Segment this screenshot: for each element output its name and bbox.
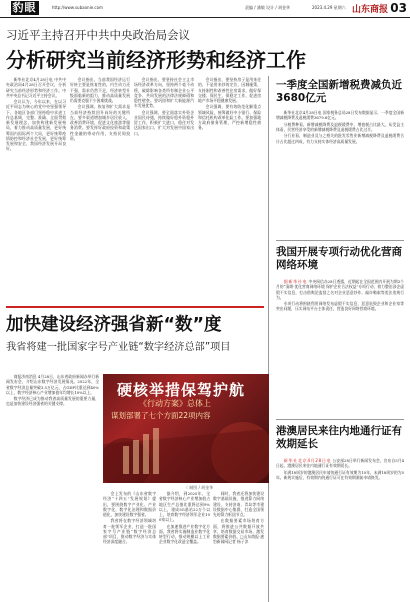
infographic-subtitle-2: 谋划部署了七个方面22项内容: [111, 411, 211, 420]
sidebar-divider: [276, 240, 404, 241]
paragraph: 会议强调，要全面落实外资企业国民待遇，持续做好稳外资稳外贸工作，积极扩大进口，稳住对发达国家出口，扩大对发展中国家出口。: [134, 109, 194, 136]
paragraph: 在数据要素市场培育方面，将推进公共数据开放共享，培育数据交易市场，激发数据要素价值。□山东商报·速豹新闻网记者 杨子淳: [213, 518, 264, 545]
sidebar-1-headline: 一季度全国新增税费减负近3680亿元: [276, 79, 402, 104]
paragraph: 新华社北京4月28日电 中共中央政治局4月28日召开会议，分析研究当前经济形势和经济工作。中共中央总书记习近平主持会议。: [6, 77, 66, 98]
sidebar-1-body: [276, 110, 404, 236]
paragraph: 新华社北京4月28日电 国家税务总局28日发布数据显示，一季度全国新增减税降费及退税缓费3679.6亿元。: [276, 110, 404, 121]
issue-date: 2023.4.29 星期六: [312, 5, 346, 10]
paragraph: [276, 279, 404, 300]
second-subhead: 我省将建一批国家字号产业链“数字经济总部”项目: [6, 342, 231, 353]
sidebar-2-headline: 我国开展专项行动优化营商网络环境: [276, 246, 402, 271]
paragraph: 数字经济已成为推动我省高质量发展的重要力量，也是加快建设经济强省的关键支撑。: [6, 396, 99, 407]
paragraph: [276, 458, 404, 469]
page-number: 03: [390, 1, 407, 15]
second-column-3: [159, 491, 210, 602]
paragraph-text: 公安部28日举行新闻发布会，宣布自5月4日起，港澳居民来往内地通行证有效期延长。: [276, 458, 404, 469]
paragraph: 在加速推进产业数字化方面，我省将实施制造业数字化转型行动，推动规模以上工业企业数字化改造全覆盖。: [159, 523, 210, 545]
paragraph: 会议认为，今年以来，在以习近平同志为核心的党中央坚强领导下，各地区各部门坚持稳中求进工作总基调，完整、准确、全面贯彻新发展理念，加快构建新发展格局，着力推动高质量发展，更好统筹国内国际两个大局，更好统筹疫情防控和经济社会发展，更好统筹发展和安全，我国经济发展开局良好。: [6, 99, 66, 152]
paragraph-text: 中央网信办28日透露，近期起在全国范围内开展为期3个月的“清朗·优化营商网络环境 保护企业合法权益”专项行动，着力整治涉企虚假不实信息，打击借舆论监督之名对企业恶意炒作、敲诈勒索等违法违规行为。: [276, 279, 404, 300]
paragraph: 专项行动将围绕利用网络发布虚假不实信息、恶意诋毁企业和企业家等突出问题，压实网站平台主体责任，营造良好网络营商环境。: [276, 301, 404, 312]
sidebar-3-body: [276, 458, 404, 598]
main-column-4: [198, 77, 261, 301]
main-column-1: [6, 77, 66, 301]
section-name: 豹眼: [12, 1, 37, 14]
section-logo: [2, 1, 48, 15]
main-headline: 分析研究当前经济形势和经济工作: [6, 48, 306, 72]
paragraph: 会议指出，当前我国经济运行好转主要是恢复性的，内生动力还不强，需求仍然不足，经济转型升级面临新的阻力，推动高质量发展仍需要克服不少困难挑战。: [70, 77, 130, 103]
website-url: http://www.subaonie.com: [52, 5, 103, 10]
second-column-4: [213, 491, 264, 602]
infographic-title: 硬核举措保驾护航: [117, 381, 246, 399]
paragraph: 会上发布的《山东省数字经济“十四五”发展规划》提出，要围绕数字产业化、产业数字化、数字化治理和数据价值化，加快建设数字强省。: [103, 491, 156, 517]
sidebar-3-headline: 港澳居民来往内地通行证有效期延长: [276, 425, 402, 450]
paragraph: 会议强调，要有效防范化解重点领域风险，统筹做好中小银行、保险和信托机构改革化险工作。要加强地方政府债务管理，严控新增隐性债务。: [198, 104, 261, 131]
infographic-image: [103, 374, 269, 483]
paragraph: 分税费种看，新增减税降费及退税缓费中，增值税占比最大。从受益主体看，民营经济享受的新增减税降费及退税缓费占比过半。: [276, 121, 404, 132]
main-column-3: [134, 77, 194, 301]
sidebar-2-body: [276, 279, 404, 415]
second-column-2: [103, 491, 156, 602]
second-headline: 加快建设经济强省新“数”度: [6, 315, 222, 335]
paragraph: 会议强调，恢复和扩大需求是当前经济持续回升向好的关键所在。要多渠道增加城乡居民收入，改善消费环境，促进文化旅游等服务消费。要发挥好政府投资和政策性金融的带动作用，支持民间投资。: [70, 104, 130, 141]
paragraph: 据介绍，到2025年，全省数字经济核心产业增加值占地区生产总值比重将达到9%以上，建成5G基站22万个以上，培育数字经济领军企业100家以上。: [159, 491, 210, 523]
dateline: 新华社北京4月28日电: [283, 458, 332, 463]
main-column-2: [70, 77, 130, 301]
paragraph: 我省将在数字经济领域培育一批领军企业，打造一批国家字号产业链“数字经济总部”项目，推动数字经济与实体经济深度融合。: [103, 518, 156, 545]
infographic-subtitle: 《行动方案》总体上: [139, 399, 211, 408]
paragraph: 会议指出，要坚持社会主义市场经济改革方向，坚持两个毫不动摇，破除影响各类所有制企业公平竞争、共同发展的法律法规障碍和隐性壁垒。要巩固和扩大新能源汽车发展优势。: [134, 77, 194, 109]
main-kicker: 习近平主持召开中共中央政治局会议: [6, 28, 190, 42]
paragraph: 会议指出，要坚持房子是用来住的、不是用来炒的定位，因城施策，支持刚性和改善性住房需求，做好保交楼、保民生、保稳定工作，促进房地产市场平稳健康发展。: [198, 77, 261, 103]
second-column-1: [6, 374, 99, 602]
masthead: [0, 0, 410, 18]
photo-caption: （ 制图 / 胡金华: [184, 485, 214, 490]
paper-name: 山东商报: [351, 5, 388, 15]
paragraph: 商报济南消息 4月28日，山东省政府新闻办举行新闻发布会，介绍山东数字经济发展情况。2022年，全省数字经济总量突破3.5万亿元，占GDP比重达到40%以上，数字经济核心产业增加值年均增长10%以上。: [6, 374, 99, 395]
sidebar-divider: [276, 419, 404, 420]
paragraph: 同时，我省还将加快建设数字基础设施，推进算力网络建设，支持济南、青岛等市建设数据中心集群，打造全国领先的算力枢纽节点。: [213, 491, 264, 517]
column-divider: [268, 76, 269, 602]
section-rule: [6, 306, 264, 308]
dateline: 据新华社电: [283, 279, 308, 284]
paragraph: 分行业看，制造业及与之相关的批发零售业新增减税降费及退税缓费合计占比超过四成，有力支持实体经济高质量发展。: [276, 133, 404, 144]
editor-line: 责编 / 潘敏 设计 / 胡金华: [245, 5, 291, 10]
paragraph: 年满18周岁的港澳居民申请的通行证有效期为10年，未满18周岁的为5年。新规实施后，有效期内的通行证可在有效期满前申请换发。: [276, 469, 404, 480]
